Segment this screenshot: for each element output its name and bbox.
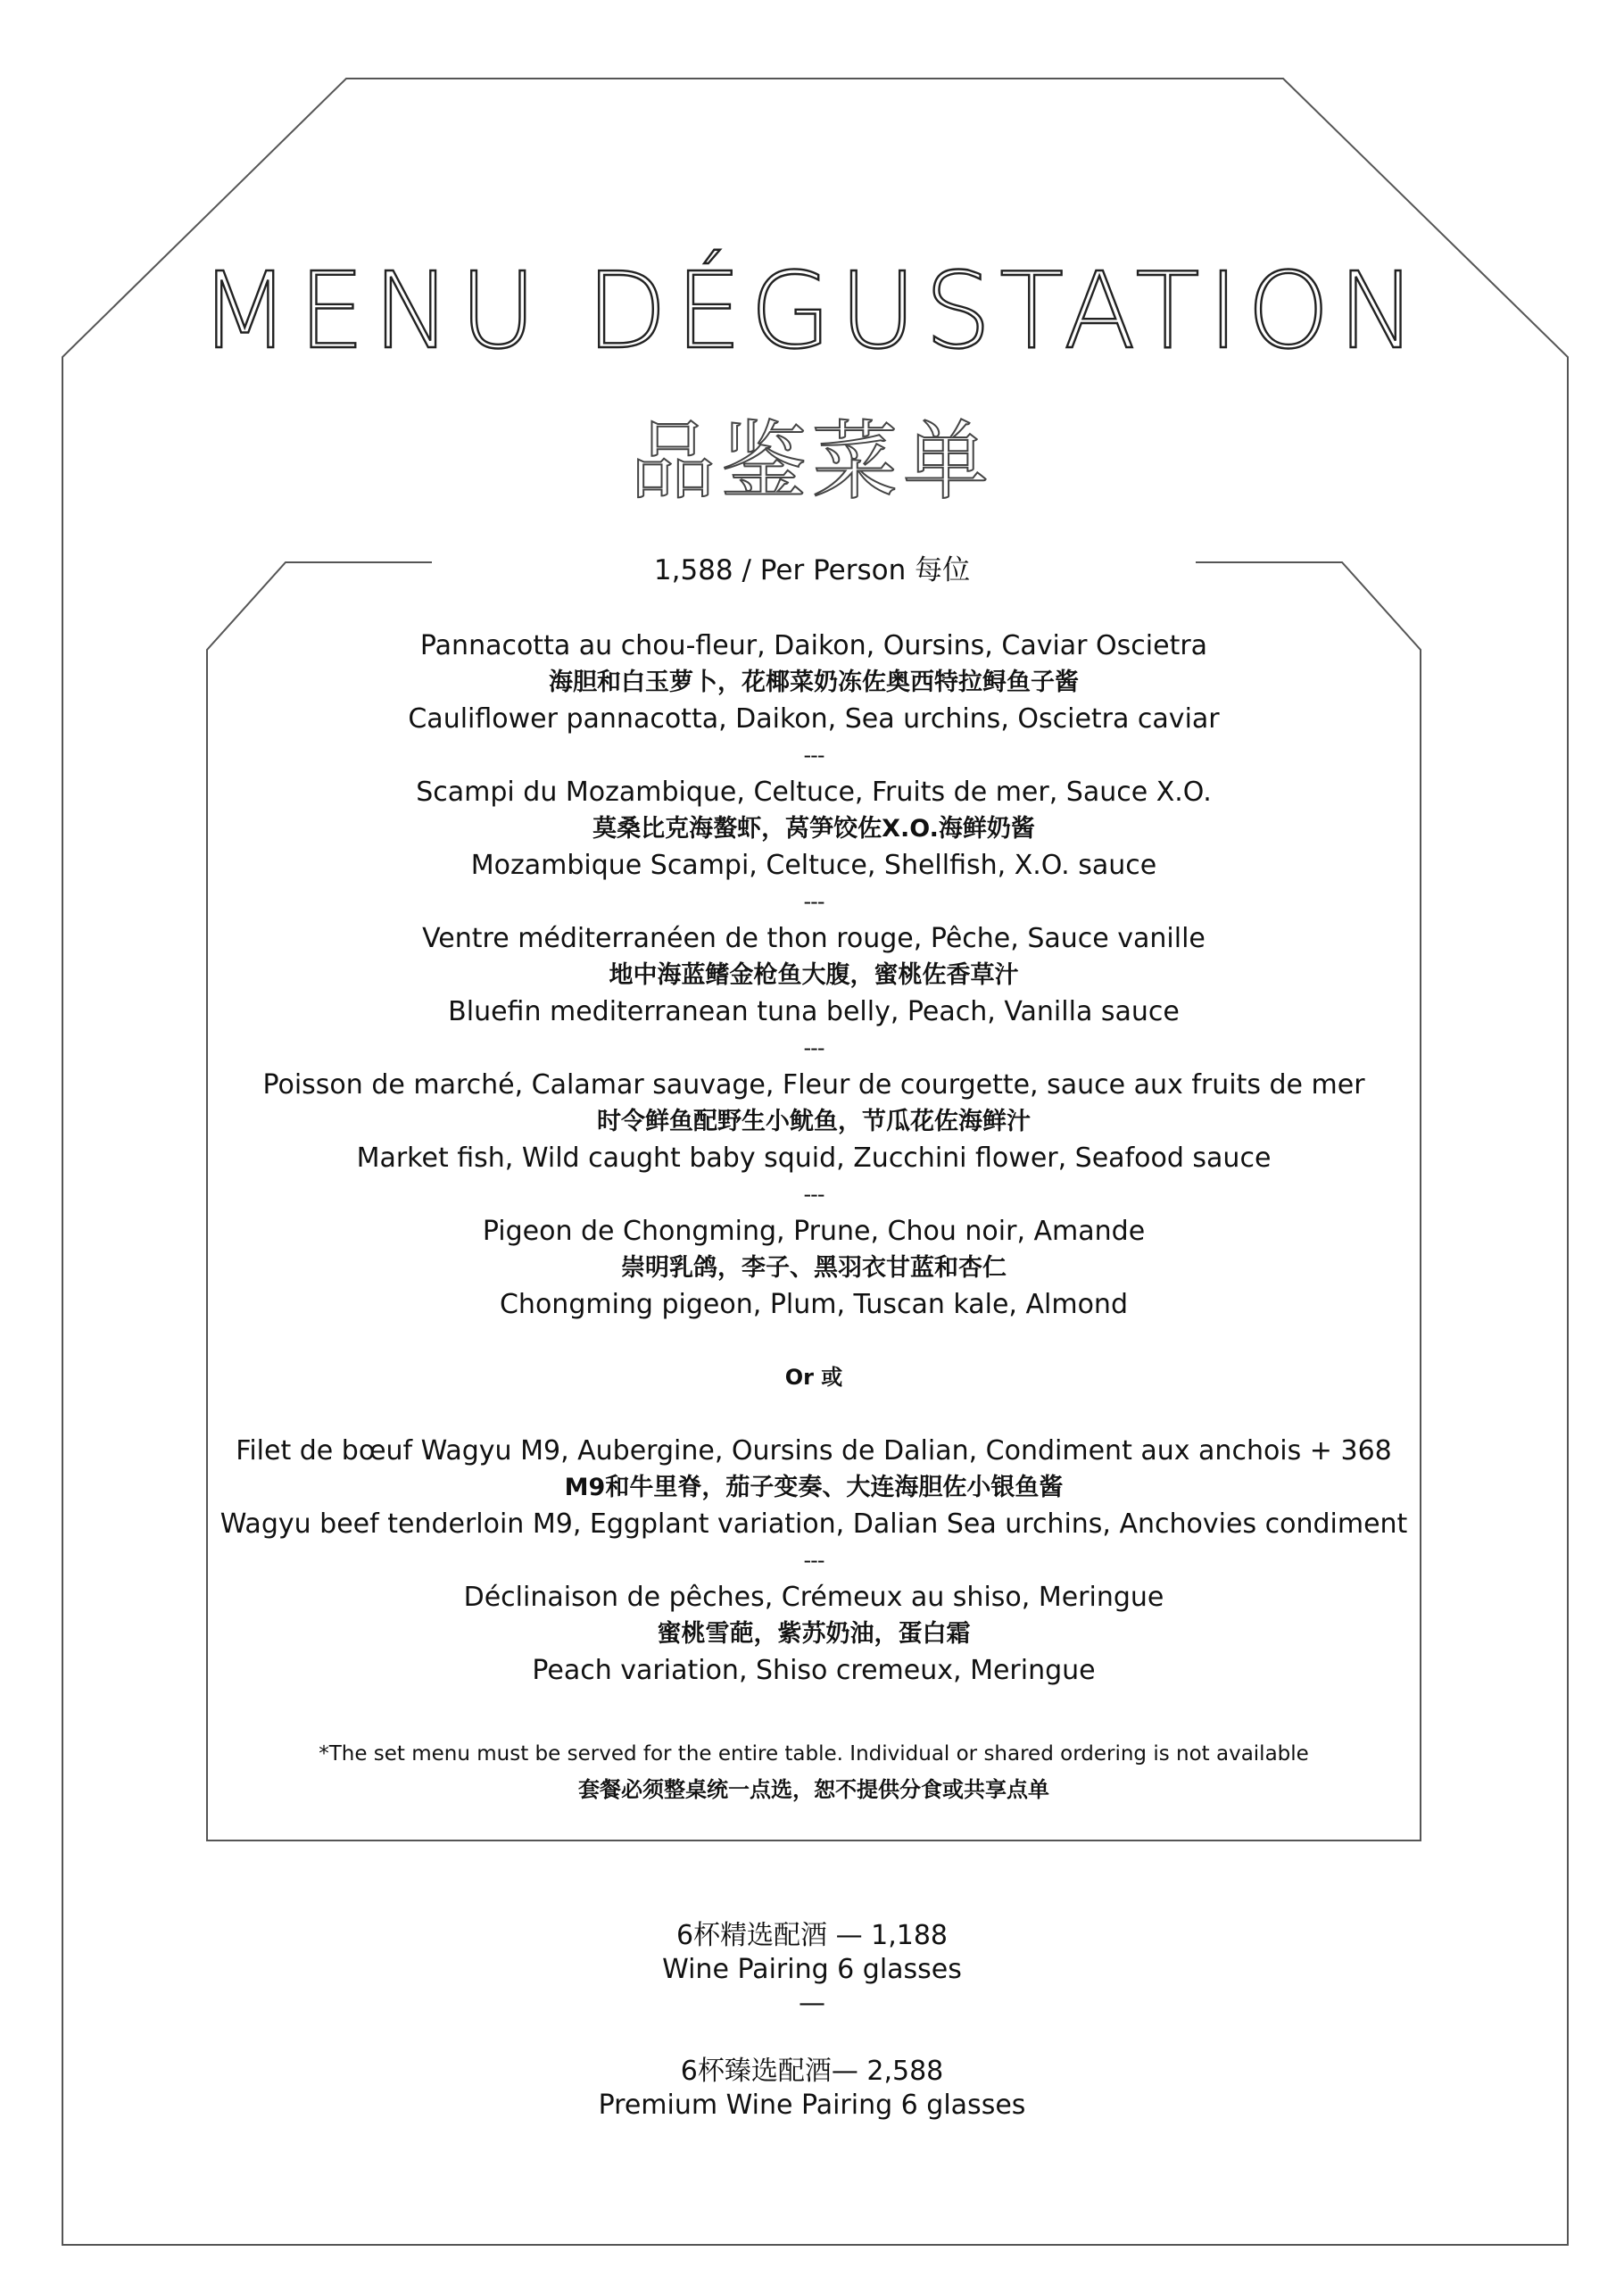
course-separator: --- bbox=[803, 743, 824, 768]
course-name-en: Peach variation, Shiso cremeux, Meringue bbox=[532, 1655, 1096, 1686]
wine-pairing-cn: 6杯精选配酒 — 1,188 bbox=[675, 1920, 949, 1951]
premium-wine-pairing-cn: 6杯臻选配酒— 2,588 bbox=[680, 2056, 944, 2087]
course-name-fr: Ventre méditerranéen de thon rouge, Pêche, Sauce vanille bbox=[422, 923, 1206, 954]
course-name-en: Market fish, Wild caught baby squid, Zucchini flower, Seafood sauce bbox=[356, 1142, 1272, 1174]
course-item bbox=[207, 1213, 1421, 1323]
footnote bbox=[207, 1736, 1421, 1807]
course-name-fr: Pannacotta au chou-fleur, Daikon, Oursins, Caviar Oscietra bbox=[419, 630, 1208, 661]
course-list bbox=[207, 627, 1421, 1689]
wine-pairing-en: Wine Pairing 6 glasses bbox=[662, 1954, 962, 1985]
course-item bbox=[207, 1579, 1421, 1689]
footnote-en: *The set menu must be served for the entire table. Individual or shared ordering is not available bbox=[319, 1742, 1309, 1766]
course-separator: --- bbox=[803, 889, 824, 914]
menu-title-cn: 品鉴菜单 bbox=[630, 411, 994, 511]
course-item bbox=[207, 627, 1421, 737]
price-per-person: 1,588 / Per Person 每位 bbox=[653, 554, 971, 586]
course-name-cn: 崇明乳鸽，李子、黑羽衣甘蓝和杏仁 bbox=[621, 1254, 1007, 1282]
course-item bbox=[207, 1433, 1421, 1542]
course-name-cn: M9和牛里脊，茄子变奏、大连海胆佐小银鱼酱 bbox=[564, 1474, 1064, 1501]
course-name-fr: Poisson de marché, Calamar sauvage, Fleur de courgette, sauce aux fruits de mer bbox=[262, 1069, 1365, 1101]
course-name-cn: 蜜桃雪葩，紫苏奶油，蛋白霜 bbox=[657, 1620, 971, 1648]
course-separator: --- bbox=[803, 1548, 824, 1573]
wine-separator: — bbox=[799, 1988, 825, 2019]
wine-gap bbox=[0, 2021, 1624, 2055]
course-separator: --- bbox=[803, 1035, 824, 1060]
menu-title: MENU DÉGUSTATION bbox=[199, 249, 1425, 372]
course-item bbox=[207, 774, 1421, 884]
course-name-cn: 海胆和白玉萝卜，花椰菜奶冻佐奥西特拉鲟鱼子酱 bbox=[549, 669, 1079, 696]
course-name-en: Bluefin mediterranean tuna belly, Peach, Vanilla sauce bbox=[448, 996, 1180, 1027]
footnote-cn: 套餐必须整桌统一点选，恕不提供分食或共享点单 bbox=[578, 1777, 1049, 1802]
course-name-cn: 时令鲜鱼配野生小鱿鱼，节瓜花佐海鲜汁 bbox=[597, 1108, 1031, 1135]
course-name-cn: 地中海蓝鳍金枪鱼大腹，蜜桃佐香草汁 bbox=[609, 961, 1019, 989]
course-item bbox=[207, 1067, 1421, 1176]
course-name-en: Mozambique Scampi, Celtuce, Shellfish, X.O. sauce bbox=[470, 850, 1157, 881]
course-name-en: Cauliflower pannacotta, Daikon, Sea urchins, Oscietra caviar bbox=[408, 703, 1220, 735]
course-name-fr: Filet de bœuf Wagyu M9, Aubergine, Oursins de Dalian, Condiment aux anchois + 368 bbox=[236, 1435, 1392, 1467]
course-name-en: Wagyu beef tenderloin M9, Eggplant variation, Dalian Sea urchins, Anchovies condiment bbox=[220, 1508, 1408, 1540]
course-name-en: Chongming pigeon, Plum, Tuscan kale, Almond bbox=[499, 1289, 1128, 1320]
or-label: Or 或 bbox=[784, 1365, 843, 1390]
course-name-fr: Pigeon de Chongming, Prune, Chou noir, Amande bbox=[482, 1216, 1146, 1247]
course-name-fr: Scampi du Mozambique, Celtuce, Fruits de mer, Sauce X.O. bbox=[416, 777, 1212, 808]
premium-wine-pairing-en: Premium Wine Pairing 6 glasses bbox=[598, 2090, 1026, 2121]
course-separator: --- bbox=[803, 1182, 824, 1207]
course-name-fr: Déclinaison de pêches, Crémeux au shiso, Meringue bbox=[463, 1582, 1164, 1613]
course-item bbox=[207, 920, 1421, 1030]
wine-pairing-section bbox=[0, 1919, 1624, 2123]
course-name-cn: 莫桑比克海螯虾，莴笋饺佐X.O.海鲜奶酱 bbox=[592, 815, 1035, 843]
